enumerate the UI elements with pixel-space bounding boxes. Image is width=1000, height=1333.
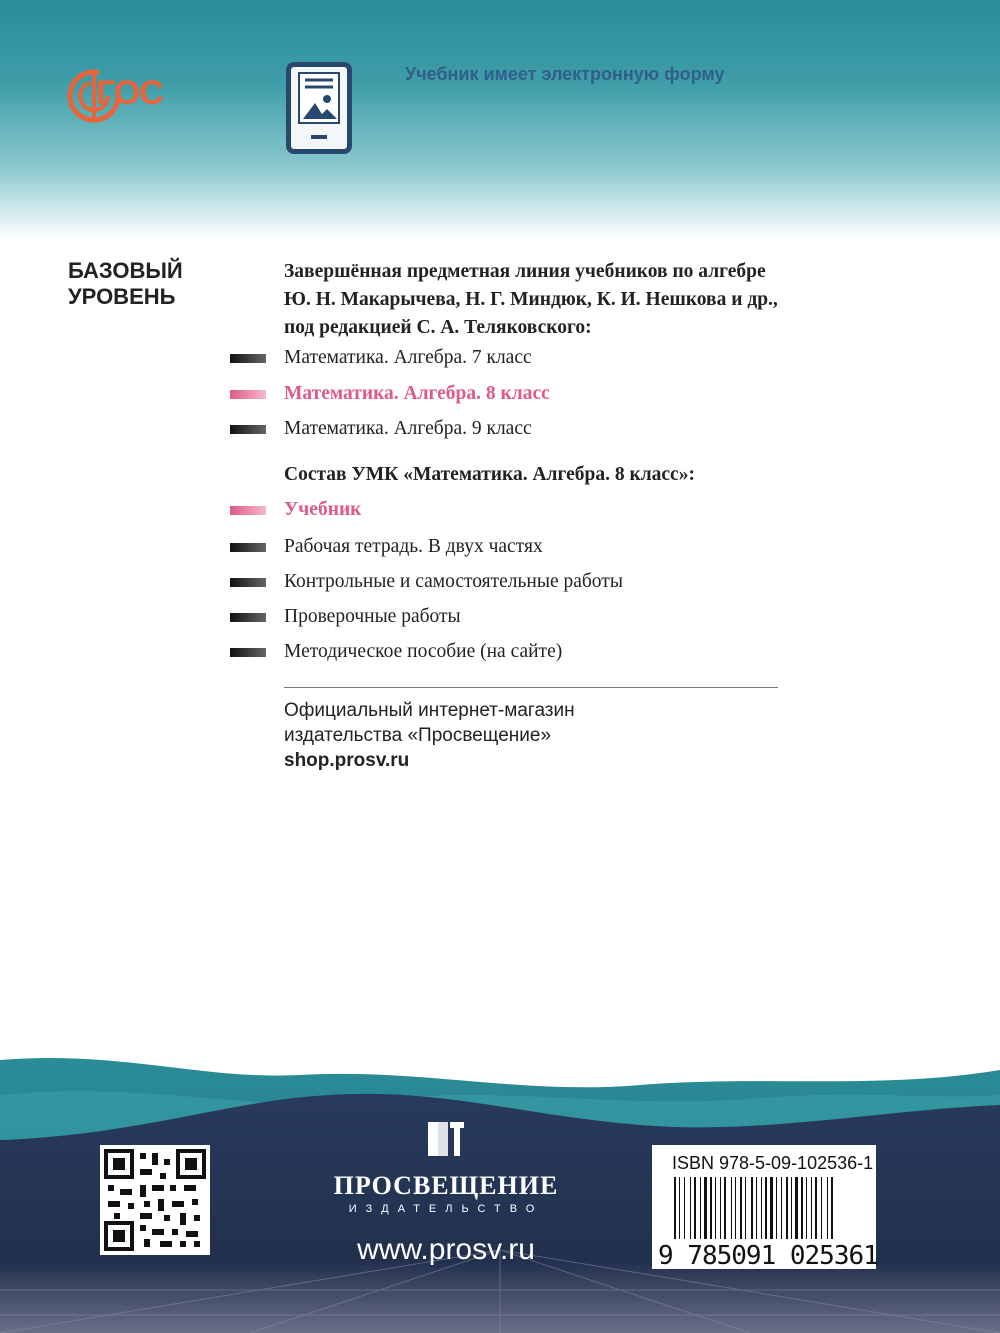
bullet-bar — [230, 648, 266, 657]
umk-item — [230, 604, 461, 630]
bullet-bar — [230, 613, 266, 622]
umk-item — [230, 639, 562, 665]
umk-title: Состав УМК «Математика. Алгебра. 8 класс»: — [284, 464, 695, 485]
fgos-logo-text: ГОС — [96, 74, 163, 112]
umk-item-label: Методическое пособие (на сайте) — [284, 641, 563, 662]
bullet-bar-highlight — [230, 506, 266, 515]
publisher-emblem-icon — [424, 1118, 468, 1160]
series-item-label: Математика. Алгебра. 9 класс — [284, 418, 532, 439]
isbn-number: ISBN 978-5-09-102536-1 — [672, 1153, 874, 1173]
umk-item-current — [230, 497, 361, 523]
bullet-bar — [230, 425, 266, 434]
publisher-logo — [330, 1118, 562, 1267]
series-item-label: Математика. Алгебра. 7 класс — [284, 347, 532, 368]
umk-item-label: Проверочные работы — [284, 606, 461, 627]
intro-line-3: под редакцией С. А. Теляковского: — [284, 317, 592, 338]
umk-item — [230, 534, 543, 560]
umk-item-label: Рабочая тетрадь. В двух частях — [284, 536, 543, 557]
umk-item-label: Учебник — [284, 499, 362, 520]
barcode-digits: 9 785091 025361 — [658, 1241, 878, 1271]
level-label — [68, 258, 183, 310]
intro-line-1: Завершённая предметная линия учебников по алгебре — [284, 261, 766, 282]
level-line-1: БАЗОВЫЙ — [68, 258, 183, 283]
series-item — [230, 416, 532, 442]
qr-code[interactable] — [100, 1145, 210, 1255]
umk-item — [230, 569, 623, 595]
shop-info — [284, 698, 575, 773]
series-item-current — [230, 381, 550, 407]
publisher-subtitle: ИЗДАТЕЛЬСТВО — [348, 1203, 544, 1215]
tablet-icon — [286, 62, 352, 154]
shop-line-1: Официальный интернет-магазин — [284, 700, 575, 721]
umk-item-label: Контрольные и самостоятельные работы — [284, 571, 623, 592]
intro-line-2: Ю. Н. Макарычева, Н. Г. Миндюк, К. И. Нешкова и др., — [284, 289, 778, 310]
bullet-bar — [230, 543, 266, 552]
series-intro — [284, 258, 778, 342]
publisher-name: ПРОСВЕЩЕНИЕ — [333, 1171, 559, 1200]
series-item-label: Математика. Алгебра. 8 класс — [284, 383, 550, 404]
e-book-icon — [291, 67, 347, 149]
isbn-barcode — [652, 1145, 876, 1269]
electronic-form-note: Учебник имеет электронную форму — [405, 64, 725, 84]
publisher-website-link[interactable]: www.prosv.ru — [357, 1233, 535, 1266]
bullet-bar — [230, 354, 266, 363]
divider — [284, 687, 778, 688]
qr-code-icon — [100, 1145, 210, 1255]
bullet-bar-highlight — [230, 390, 266, 399]
shop-url-link[interactable]: shop.prosv.ru — [284, 750, 410, 771]
fgos-logo — [62, 60, 182, 130]
level-line-2: УРОВЕНЬ — [68, 284, 176, 309]
bullet-bar — [230, 578, 266, 587]
shop-line-2: издательства «Просвещение» — [284, 725, 552, 746]
series-item — [230, 345, 532, 371]
